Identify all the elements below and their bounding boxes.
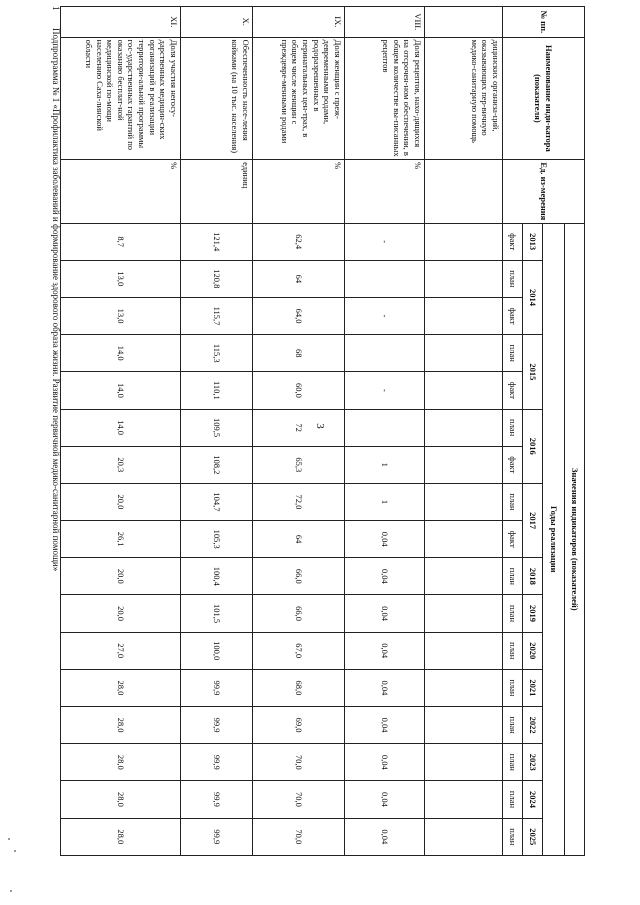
value-cell: 99,9 [181,669,253,706]
value-cell: 13,0 [61,297,181,334]
indicator-name: Доля женщин с преж-девременными родами, родоразрешенных в перинатальных цен-трах, в общем числе женщин с преждевре-менными родами [253,37,345,160]
indicator-name: Доля рецептов, нахо-дящихся на отсрочен-ном обеспечении, в общем количестве вы-писанных рецептов [345,37,425,160]
plan-header: план [503,632,523,669]
value-cell: 100,4 [181,558,253,595]
value-cell [425,818,503,855]
header-number: № пп. [503,7,585,38]
value-cell: 26,1 [61,521,181,558]
value-cell: 20,0 [61,483,181,520]
subprogram-caption [51,6,61,856]
table-row [345,7,425,856]
indicators-table [60,6,585,856]
value-cell: 20,0 [61,595,181,632]
header-values-title: Значения индикаторов (показателей) [565,223,585,855]
row-number: IX. [253,7,345,38]
value-cell: - [345,223,425,260]
value-cell: 65,3 [253,446,345,483]
plan-header: план [503,558,523,595]
value-cell [425,223,503,260]
value-cell [425,409,503,446]
value-cell [425,744,503,781]
plan-header: план [503,818,523,855]
row-number: X. [181,7,253,38]
value-cell [425,781,503,818]
table-row [61,7,181,856]
table-row [181,7,253,856]
value-cell: 28,0 [61,744,181,781]
value-cell: 115,3 [181,335,253,372]
value-cell: 99,9 [181,781,253,818]
row-number: XI. [61,7,181,38]
value-cell: 0,04 [345,669,425,706]
value-cell: 14,0 [61,335,181,372]
value-cell [425,483,503,520]
value-cell: 99,9 [181,818,253,855]
value-cell: 101,5 [181,595,253,632]
value-cell: 70,0 [253,818,345,855]
year-header: 2018 [523,558,543,595]
table-row [253,7,345,856]
indicator-name: Обеспеченность насе-ления койками (на 10 тыс. населения) [181,37,253,160]
value-cell: 104,7 [181,483,253,520]
value-cell: 0,04 [345,595,425,632]
year-header: 2019 [523,595,543,632]
value-cell [425,372,503,409]
value-cell [425,521,503,558]
plan-header: план [503,260,523,297]
value-cell [425,446,503,483]
value-cell: 99,9 [181,744,253,781]
value-cell [425,297,503,334]
value-cell: 70,0 [253,781,345,818]
value-cell: 0,04 [345,781,425,818]
scan-speck [8,838,10,840]
unit-cell: % [345,160,425,223]
header-unit: Ед. из-мерения [503,160,585,223]
header-indicator-name: Наименование инди-катора (показателя) [503,37,585,160]
value-cell: 72 [253,409,345,446]
value-cell: 28,0 [61,707,181,744]
value-cell: 66,0 [253,595,345,632]
unit-cell: % [61,160,181,223]
fact-header: факт [503,223,523,260]
plan-header: план [503,335,523,372]
value-cell: 0,04 [345,744,425,781]
value-cell: 60,0 [253,372,345,409]
header-years-title: Годы реализации [543,223,565,855]
value-cell: 1 [345,483,425,520]
value-cell: 0,04 [345,521,425,558]
value-cell [345,335,425,372]
unit-cell: единиц [181,160,253,223]
scan-speck [10,890,12,892]
unit-cell: % [253,160,345,223]
value-cell: - [345,297,425,334]
value-cell [425,707,503,744]
value-cell: - [345,372,425,409]
fact-header: факт [503,372,523,409]
value-cell: 110,1 [181,372,253,409]
value-cell [425,669,503,706]
year-header: 2023 [523,744,543,781]
plan-header: план [503,595,523,632]
value-cell [425,260,503,297]
value-cell: 115,7 [181,297,253,334]
year-header: 2024 [523,781,543,818]
year-header: 2017 [523,483,543,557]
value-cell: 20,3 [61,446,181,483]
year-header: 2014 [523,260,543,334]
value-cell: 120,8 [181,260,253,297]
value-cell: 67,0 [253,632,345,669]
page-number: 3 [314,423,326,429]
year-header: 2015 [523,335,543,409]
year-header: 2025 [523,818,543,855]
value-cell: 64 [253,260,345,297]
fact-header: факт [503,297,523,334]
value-cell: 99,9 [181,707,253,744]
value-cell [425,595,503,632]
rotated-table-page [25,6,585,856]
value-cell: 121,4 [181,223,253,260]
value-cell: 28,0 [61,818,181,855]
table-body [61,7,503,856]
value-cell: 64,0 [253,297,345,334]
value-cell [425,558,503,595]
year-header: 2020 [523,632,543,669]
value-cell: 0,04 [345,632,425,669]
year-header: 2022 [523,707,543,744]
year-header: 2016 [523,409,543,483]
value-cell [345,260,425,297]
unit-cell [425,160,503,223]
value-cell: 28,0 [61,781,181,818]
indicator-name: Доля участия негосу-дарственных медицин-ских организаций в реализации территори-альной программы гос-ударственных гарантий по оказанию бесплат-ной медицинской по-мощи населению Саха-линской области [61,37,181,160]
value-cell: 0,04 [345,558,425,595]
year-header: 2013 [523,223,543,260]
row-number [425,7,503,38]
plan-header: план [503,483,523,520]
value-cell: 27,0 [61,632,181,669]
value-cell: 8,7 [61,223,181,260]
value-cell: 68 [253,335,345,372]
table-header [503,7,585,856]
table-row [425,7,503,856]
value-cell: 108,2 [181,446,253,483]
value-cell [425,335,503,372]
value-cell: 68,0 [253,669,345,706]
plan-header: план [503,707,523,744]
plan-header: план [503,669,523,706]
subprogram-title: Подпрограмма № 1 «Профилактика заболеваний и формирование здорового образа жизни. Развитие первичной медико-санитарной помощи» [51,28,61,572]
row-number: VIII. [345,7,425,38]
value-cell: 0,04 [345,707,425,744]
value-cell [425,632,503,669]
value-cell: 13,0 [61,260,181,297]
value-cell: 100,0 [181,632,253,669]
value-cell: 62,4 [253,223,345,260]
plan-header: план [503,409,523,446]
scan-speck [14,850,16,852]
value-cell: 1 [345,446,425,483]
value-cell: 69,0 [253,707,345,744]
value-cell [345,409,425,446]
value-cell: 20,0 [61,558,181,595]
fact-header: факт [503,521,523,558]
plan-header: план [503,781,523,818]
year-header: 2021 [523,669,543,706]
value-cell: 14,0 [61,409,181,446]
fact-header: факт [503,446,523,483]
indicator-name: дицинских организа-ций, оказывающих пер-вичную медико-санитарную помощь [425,37,503,160]
value-cell: 109,5 [181,409,253,446]
value-cell: 0,04 [345,818,425,855]
value-cell: 14,0 [61,372,181,409]
value-cell: 105,3 [181,521,253,558]
value-cell: 28,0 [61,669,181,706]
plan-header: план [503,744,523,781]
value-cell: 72,0 [253,483,345,520]
value-cell: 66,0 [253,558,345,595]
value-cell: 64 [253,521,345,558]
value-cell: 70,0 [253,744,345,781]
subprogram-number: 1 [51,6,61,11]
